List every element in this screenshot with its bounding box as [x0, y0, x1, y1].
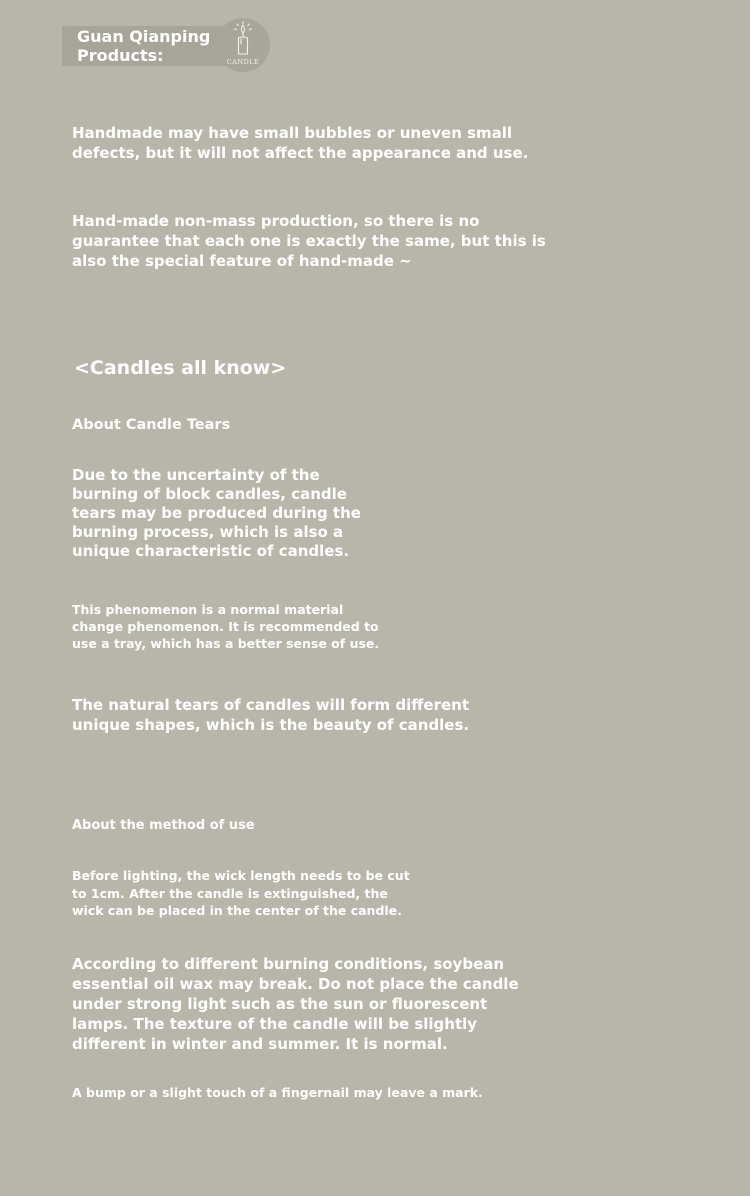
candle-tears-heading: About Candle Tears — [72, 417, 231, 433]
brand-name: Guan Qianping — [77, 27, 211, 46]
candle-tears-paragraph-2: This phenomenon is a normal material change phenomenon. It is recommended to use a tray, which has a better sense of use. — [72, 602, 380, 651]
section-title: <Candles all know> — [74, 357, 287, 379]
logo-text: CANDLE — [226, 58, 260, 66]
brand-products-label: Products: — [77, 46, 164, 65]
method-paragraph-3: A bump or a slight touch of a fingernail may leave a mark. — [72, 1085, 483, 1100]
brand-header — [62, 17, 272, 77]
method-paragraph-1: Before lighting, the wick length needs to be cut to 1cm. After the candle is extinguished, the wick can be placed in the center of the candle. — [72, 868, 410, 918]
candle-tears-paragraph-1: Due to the uncertainty of the burning of block candles, candle tears may be produced during the burning process, which is also a unique characteristic of candles. — [72, 466, 361, 560]
bubbles-note: Handmade may have small bubbles or uneven small defects, but it will not affect the appearance and use. — [72, 124, 529, 162]
brand-title — [77, 27, 210, 65]
non-mass-note: Hand-made non-mass production, so there is no guarantee that each one is exactly the same, but this is also the special feature of hand-made ~ — [72, 212, 546, 270]
candle-logo — [216, 18, 270, 72]
method-paragraph-2: According to different burning conditions, soybean essential oil wax may break. Do not place the candle under strong light such as the sun or fluorescent lamps. The texture of the candle will be slightly different in winter and summer. It is normal. — [72, 955, 519, 1053]
method-heading: About the method of use — [72, 818, 255, 833]
candle-tears-paragraph-3: The natural tears of candles will form different unique shapes, which is the beauty of candles. — [72, 696, 470, 734]
